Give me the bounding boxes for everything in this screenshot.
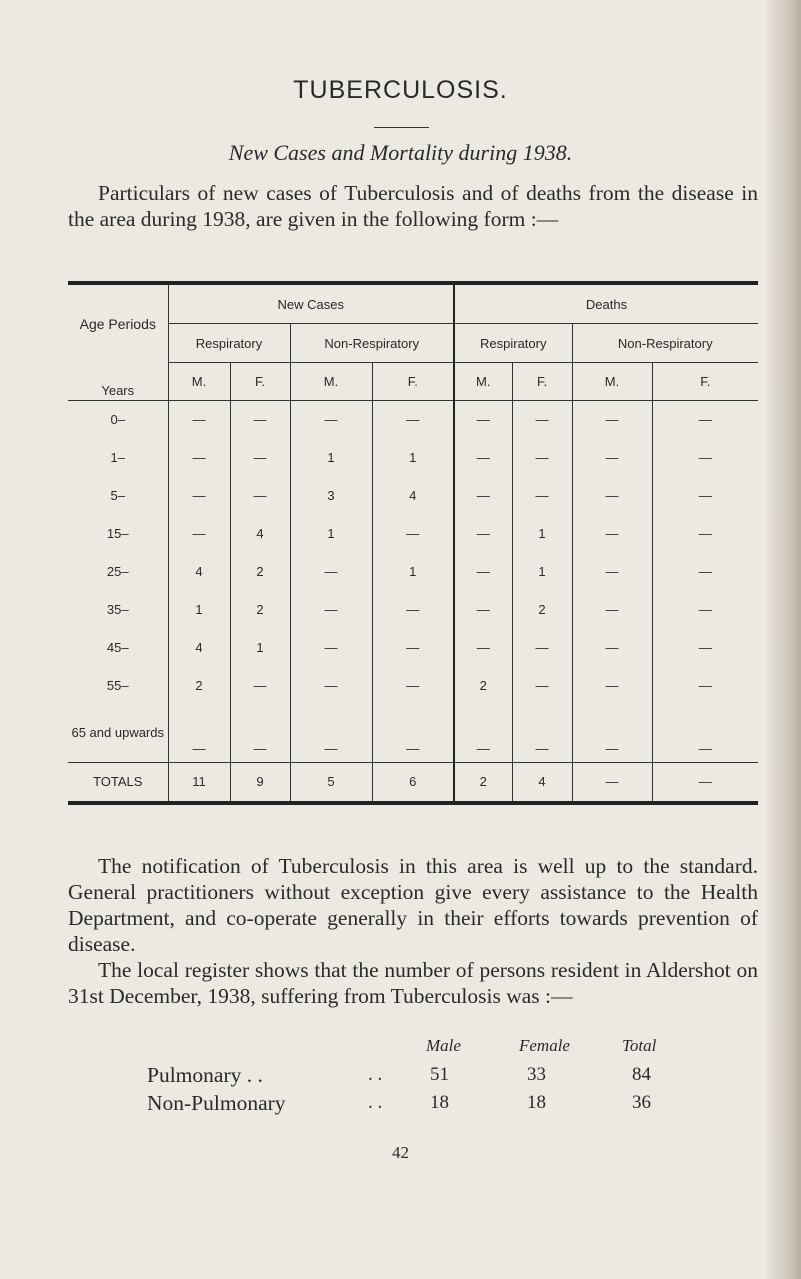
value-cell: 1 <box>168 591 230 629</box>
age-cell: 25– <box>106 564 129 579</box>
value-cell: — <box>454 401 512 439</box>
age-cell: 1– <box>110 450 125 465</box>
value-cell: — <box>454 515 512 553</box>
sex-header: M. <box>572 363 652 401</box>
intro-text: Particulars of new cases of Tuberculosis and of deaths from the disease in the area during 1938, are given in the following form :— <box>68 181 758 231</box>
value-cell: 1 <box>512 553 572 591</box>
value-cell: — <box>454 477 512 515</box>
value-cell: — <box>512 705 572 763</box>
page-number: 42 <box>392 1143 409 1162</box>
table-row <box>68 477 758 515</box>
total-cell: 2 <box>454 763 512 803</box>
value-cell: — <box>652 439 758 477</box>
value-cell: — <box>290 401 372 439</box>
notification-text: The notification of Tuberculosis in this area is well up to the standard. General practitioners without exception give every assistance to the Health Department, and co-operate generally in their efforts towards prevention of disease. <box>68 854 758 956</box>
total-cell: — <box>652 763 758 803</box>
value-cell: 4 <box>230 515 290 553</box>
value-cell: — <box>372 705 454 763</box>
value-cell: — <box>572 705 652 763</box>
page-edge-shadow <box>767 0 801 1279</box>
intro-paragraph <box>68 180 758 232</box>
summary-header-female: Female <box>519 1036 570 1055</box>
years-label: Years <box>68 363 168 401</box>
value-cell: — <box>168 515 230 553</box>
summary-value: 51 <box>430 1064 449 1085</box>
age-periods-header: Age Periods <box>79 315 156 332</box>
value-cell: — <box>454 553 512 591</box>
total-cell: 5 <box>290 763 372 803</box>
table-row <box>68 553 758 591</box>
sex-header: F. <box>230 363 290 401</box>
value-cell: 4 <box>168 629 230 667</box>
value-cell: — <box>454 591 512 629</box>
summary-value: 36 <box>632 1092 651 1113</box>
register-paragraph <box>68 957 758 1009</box>
sex-header: F. <box>652 363 758 401</box>
summary-header-male: Male <box>426 1036 461 1055</box>
summary-value: 18 <box>527 1092 546 1113</box>
table-row <box>68 667 758 705</box>
value-cell: — <box>572 629 652 667</box>
value-cell: 1 <box>372 439 454 477</box>
value-cell: 1 <box>290 515 372 553</box>
value-cell: — <box>454 629 512 667</box>
register-text: The local register shows that the number of persons resident in Aldershot on 31st December, 1938, suffering from Tuberculosis was :— <box>68 958 758 1008</box>
age-cell: 35– <box>106 602 129 617</box>
value-cell: — <box>290 591 372 629</box>
value-cell: — <box>168 401 230 439</box>
value-cell: — <box>290 553 372 591</box>
value-cell: — <box>230 477 290 515</box>
value-cell: 1 <box>290 439 372 477</box>
value-cell: — <box>454 439 512 477</box>
table-row <box>68 591 758 629</box>
value-cell: — <box>652 705 758 763</box>
value-cell: — <box>652 477 758 515</box>
table-row <box>68 439 758 477</box>
value-cell: — <box>230 667 290 705</box>
total-cell: 9 <box>230 763 290 803</box>
value-cell: — <box>372 667 454 705</box>
value-cell: — <box>230 705 290 763</box>
value-cell: 1 <box>372 553 454 591</box>
age-cell: 15– <box>106 526 129 541</box>
summary-row-pulmonary <box>147 1063 263 1088</box>
summary-value: 18 <box>430 1092 449 1113</box>
value-cell: — <box>512 401 572 439</box>
value-cell: 2 <box>454 667 512 705</box>
summary-value: 84 <box>632 1064 651 1085</box>
value-cell: — <box>652 667 758 705</box>
sex-header: F. <box>512 363 572 401</box>
title-divider <box>374 127 429 128</box>
value-cell: 1 <box>230 629 290 667</box>
value-cell: — <box>290 667 372 705</box>
age-cell: 45– <box>106 640 129 655</box>
summary-dots: . . <box>368 1092 383 1113</box>
sex-header: M. <box>454 363 512 401</box>
value-cell: — <box>512 439 572 477</box>
table-row <box>68 705 758 763</box>
value-cell: 4 <box>168 553 230 591</box>
value-cell: — <box>652 401 758 439</box>
subheader-deaths-non-respiratory: Non-Respiratory <box>572 324 758 363</box>
value-cell: — <box>454 705 512 763</box>
age-cell: 65 and upwards <box>71 725 164 741</box>
subheader-new-respiratory: Respiratory <box>168 324 290 363</box>
table-row <box>68 629 758 667</box>
value-cell: 2 <box>512 591 572 629</box>
total-cell: 11 <box>168 763 230 803</box>
value-cell: 2 <box>230 553 290 591</box>
value-cell: — <box>372 591 454 629</box>
value-cell: — <box>372 515 454 553</box>
age-cell: 55– <box>106 678 129 693</box>
value-cell: — <box>230 439 290 477</box>
value-cell: — <box>372 401 454 439</box>
total-cell: 6 <box>372 763 454 803</box>
total-cell: — <box>572 763 652 803</box>
value-cell: — <box>652 629 758 667</box>
sex-header: M. <box>168 363 230 401</box>
summary-label: Pulmonary . . <box>147 1063 263 1087</box>
value-cell: — <box>572 401 652 439</box>
value-cell: 3 <box>290 477 372 515</box>
value-cell: — <box>290 629 372 667</box>
value-cell: — <box>652 515 758 553</box>
value-cell: — <box>652 591 758 629</box>
value-cell: — <box>572 667 652 705</box>
summary-dots: . . <box>368 1064 383 1085</box>
age-cell: 0– <box>110 412 125 428</box>
value-cell: 2 <box>168 667 230 705</box>
value-cell: 1 <box>512 515 572 553</box>
value-cell: — <box>572 553 652 591</box>
page-title: TUBERCULOSIS. <box>293 76 508 104</box>
notification-paragraph <box>68 853 758 957</box>
sex-header: M. <box>290 363 372 401</box>
value-cell: 2 <box>230 591 290 629</box>
summary-value: 33 <box>527 1064 546 1085</box>
subheader-new-non-respiratory: Non-Respiratory <box>290 324 454 363</box>
summary-row-non-pulmonary <box>147 1091 286 1116</box>
summary-header-total: Total <box>622 1036 657 1055</box>
table-row <box>68 515 758 553</box>
page-subtitle: New Cases and Mortality during 1938. <box>228 140 573 165</box>
value-cell: — <box>230 401 290 439</box>
value-cell: — <box>512 477 572 515</box>
value-cell: — <box>512 629 572 667</box>
value-cell: — <box>572 477 652 515</box>
value-cell: — <box>168 705 230 763</box>
value-cell: 4 <box>372 477 454 515</box>
deaths-header: Deaths <box>454 283 758 324</box>
age-cell: 5– <box>110 488 125 503</box>
value-cell: — <box>168 477 230 515</box>
value-cell: — <box>512 667 572 705</box>
value-cell: — <box>168 439 230 477</box>
table-row <box>68 401 758 439</box>
tuberculosis-table <box>68 281 758 805</box>
value-cell: — <box>572 439 652 477</box>
total-cell: 4 <box>512 763 572 803</box>
value-cell: — <box>372 629 454 667</box>
value-cell: — <box>652 553 758 591</box>
summary-label: Non-Pulmonary <box>147 1091 286 1115</box>
value-cell: — <box>572 591 652 629</box>
value-cell: — <box>290 705 372 763</box>
sex-header: F. <box>372 363 454 401</box>
value-cell: — <box>572 515 652 553</box>
totals-label: TOTALS <box>68 763 168 803</box>
new-cases-header: New Cases <box>168 283 454 324</box>
subheader-deaths-respiratory: Respiratory <box>454 324 572 363</box>
